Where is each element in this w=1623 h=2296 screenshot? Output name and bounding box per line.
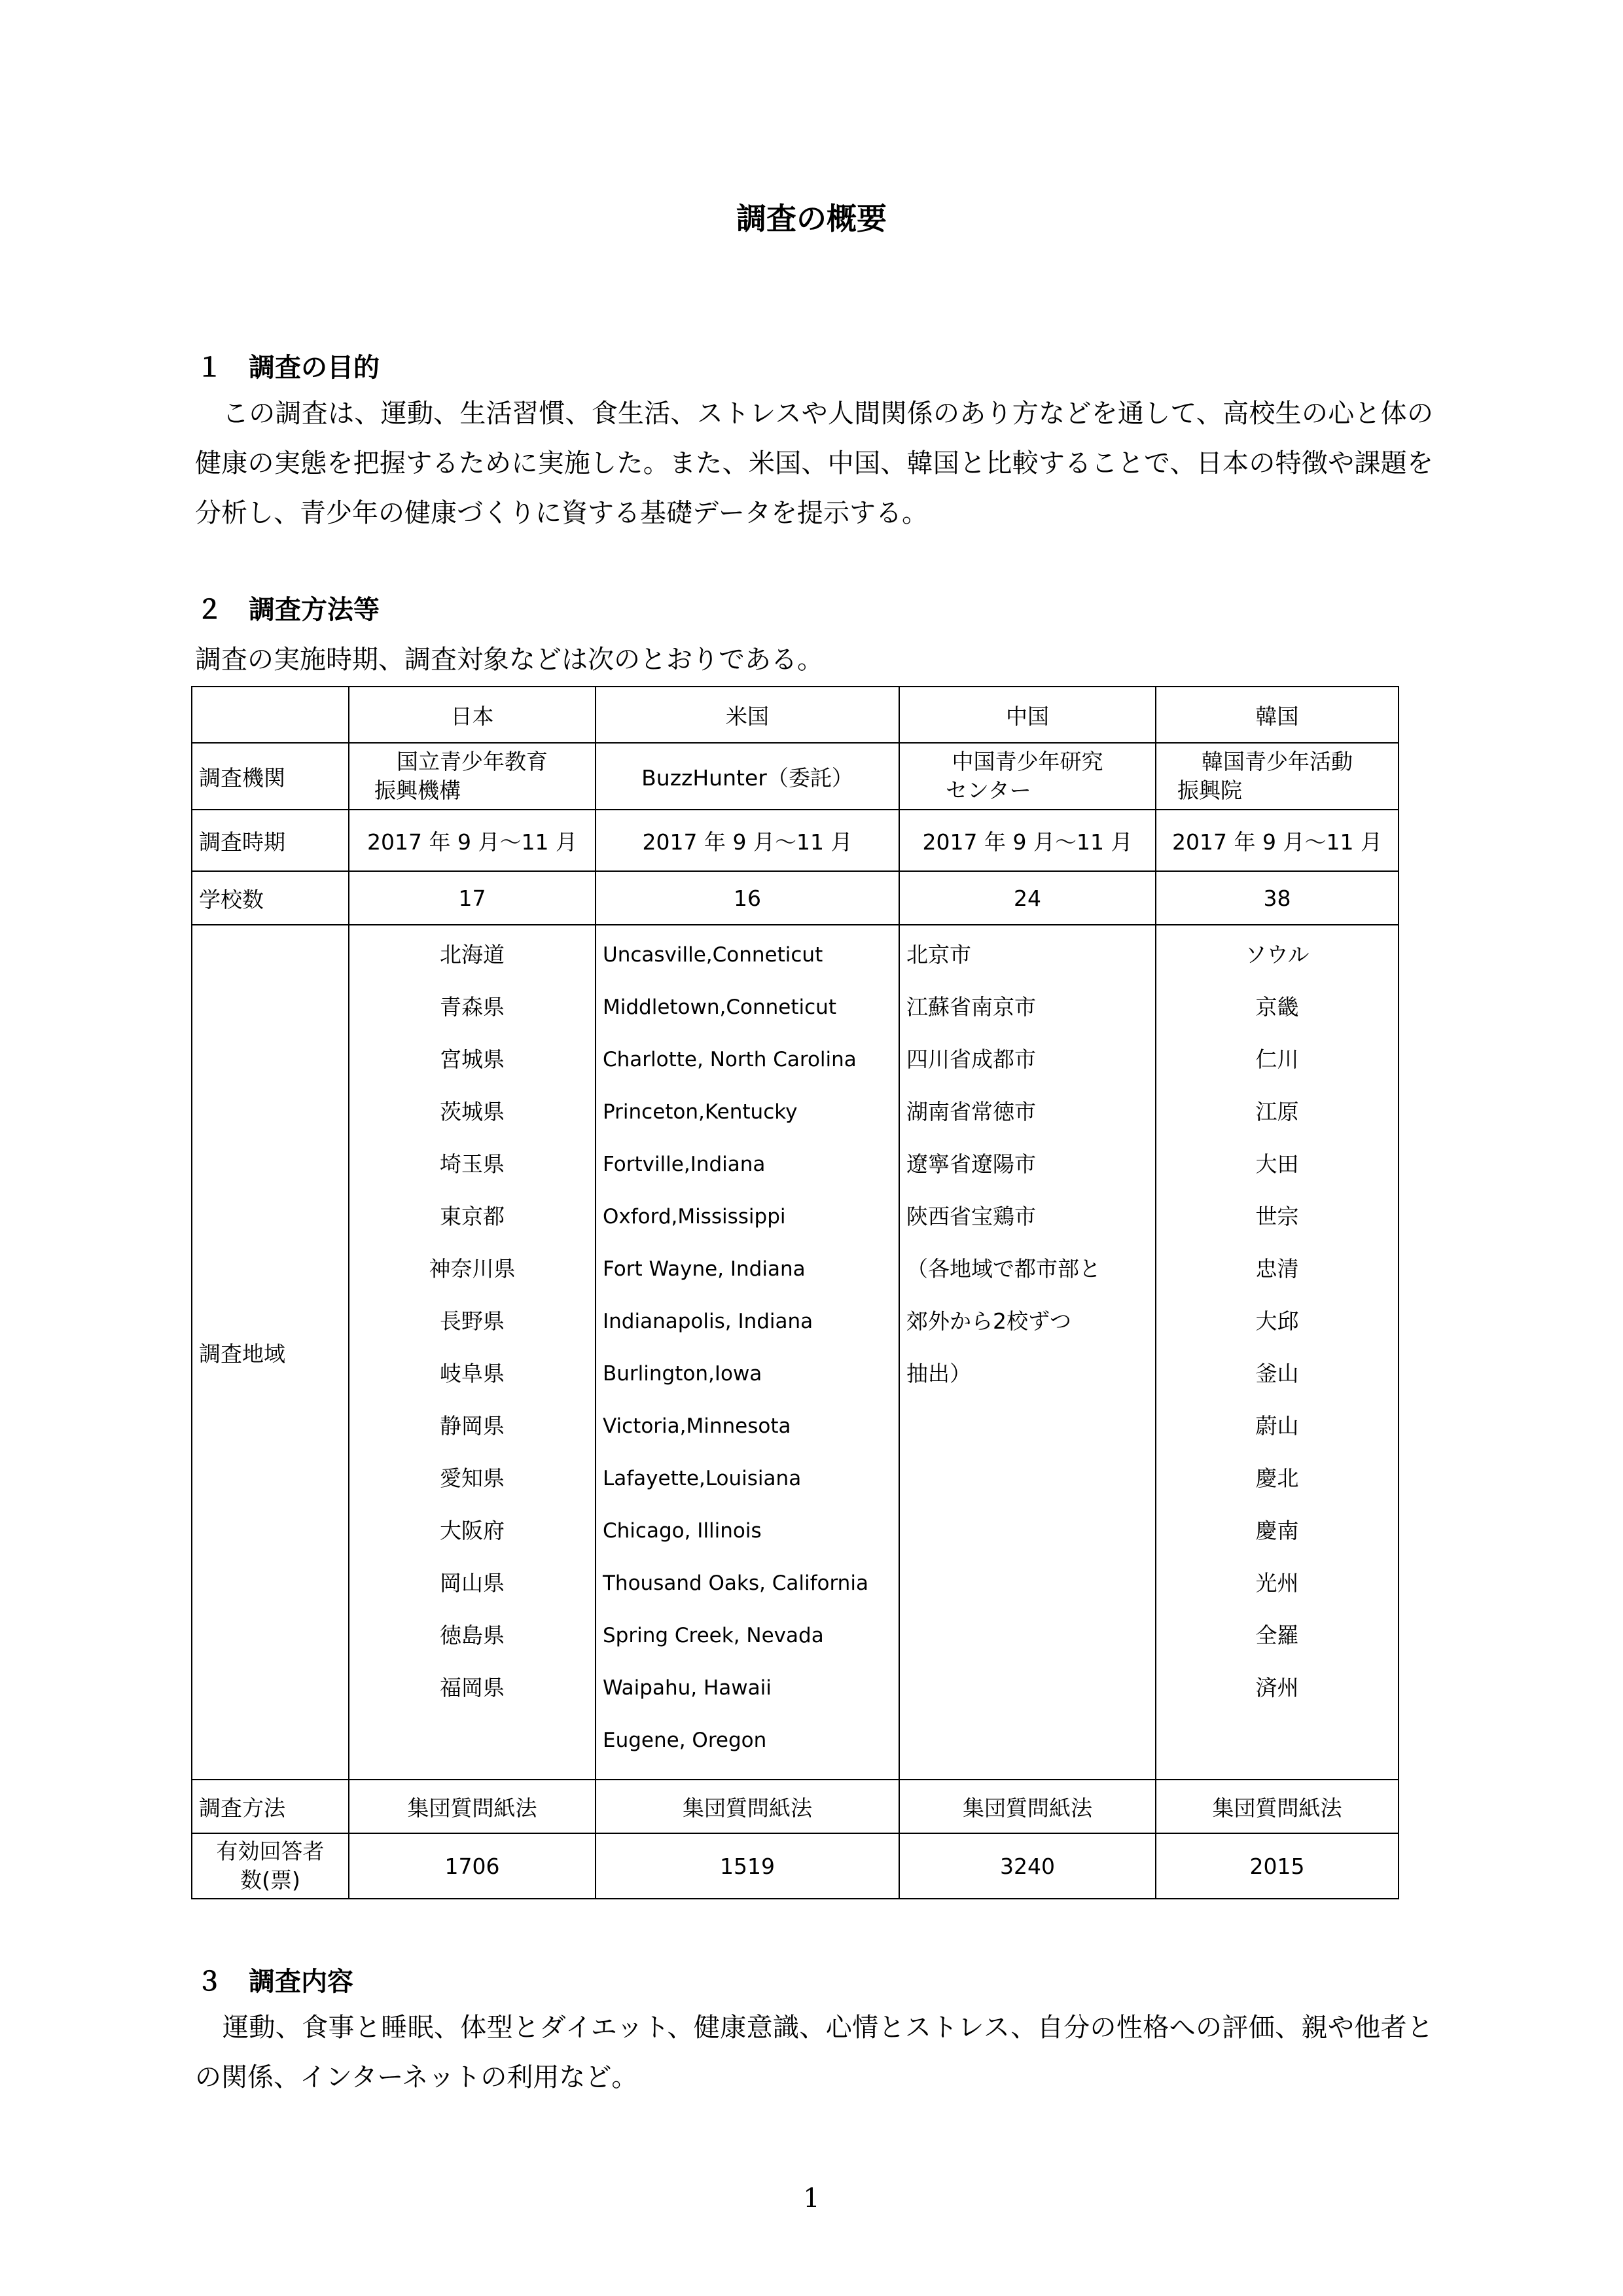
region-item: 福岡県 xyxy=(440,1675,505,1700)
region-item: 神奈川県 xyxy=(429,1256,516,1282)
region-item: 済州 xyxy=(1255,1675,1299,1700)
region-item: Waipahu, Hawaii xyxy=(603,1676,772,1700)
section-number: １ xyxy=(196,353,223,383)
region-item: Middletown,Conneticut xyxy=(603,996,836,1019)
region-item: Lafayette,Louisiana xyxy=(603,1467,802,1490)
agency-usa: BuzzHunter（委託） xyxy=(596,743,899,810)
region-item: Charlotte, North Carolina xyxy=(603,1048,857,1071)
region-item: Chicago, Illinois xyxy=(603,1519,762,1543)
region-item: 陝西省宝鶏市 xyxy=(906,1204,1036,1229)
agency-china-line-2: センター xyxy=(946,778,1031,803)
region-item: Fortville,Indiana xyxy=(603,1153,766,1176)
section-title: 調査方法等 xyxy=(249,595,380,625)
table-row-agency xyxy=(192,743,1399,810)
page-title: 調査の概要 xyxy=(736,201,887,236)
table-row-schools xyxy=(192,871,1399,925)
responses-korea: 2015 xyxy=(1156,1833,1399,1899)
agency-japan-line-1: 国立青少年教育 xyxy=(397,749,548,774)
region-note: 抽出） xyxy=(906,1361,971,1386)
period-china: 2017 年 9 月～11 月 xyxy=(899,810,1156,871)
region-item: Thousand Oaks, California xyxy=(603,1571,868,1595)
responses-japan: 1706 xyxy=(349,1833,596,1899)
region-item: Princeton,Kentucky xyxy=(603,1100,798,1124)
region-item: 光州 xyxy=(1255,1570,1299,1596)
row-label: 調査機関 xyxy=(192,743,349,810)
region-item: 世宗 xyxy=(1255,1204,1299,1229)
row-label xyxy=(192,1833,349,1899)
page-number: 1 xyxy=(803,2183,820,2214)
region-item: Fort Wayne, Indiana xyxy=(603,1257,806,1281)
agency-china-line-1: 中国青少年研究 xyxy=(952,749,1103,774)
region-item: Spring Creek, Nevada xyxy=(603,1624,824,1647)
regions-usa xyxy=(596,925,899,1780)
section-1-paragraph: この調査は、運動、生活習慣、食生活、ストレスや人間関係のあり方などを通して、高校生の心と体の健康の実態を把握するために実施した。また、米国、中国、韓国と比較することで、日本の特徴や課題を分析し、青少年の健康づくりに資する基礎データを提示する。 xyxy=(195,399,1433,528)
section-2-heading xyxy=(196,589,380,626)
region-item: 遼寧省遼陽市 xyxy=(906,1151,1036,1177)
region-item: 大田 xyxy=(1255,1151,1299,1177)
region-item: 釜山 xyxy=(1255,1361,1299,1386)
region-item: 大阪府 xyxy=(440,1518,505,1543)
column-header-japan: 日本 xyxy=(349,687,596,743)
agency-japan xyxy=(349,743,596,810)
table-row-responses xyxy=(192,1833,1399,1899)
column-header-usa: 米国 xyxy=(596,687,899,743)
table-row-period xyxy=(192,810,1399,871)
table-row-regions xyxy=(192,925,1399,1780)
region-item: Burlington,Iowa xyxy=(603,1362,762,1386)
region-item: 全羅 xyxy=(1255,1623,1299,1648)
region-item: 大邱 xyxy=(1255,1308,1299,1334)
regions-korea xyxy=(1156,925,1399,1780)
section-2-paragraph: 調査の実施時期、調査対象などは次のとおりである。 xyxy=(195,645,823,675)
section-number: ３ xyxy=(196,1967,223,1997)
table-header-row xyxy=(192,687,1399,743)
region-item: 仁川 xyxy=(1255,1047,1299,1072)
section-3-paragraph: 運動、食事と睡眠、体型とダイエット、健康意識、心情とストレス、自分の性格への評価、親や他者との関係、インターネットの利用など。 xyxy=(195,2013,1433,2092)
period-usa: 2017 年 9 月～11 月 xyxy=(596,810,899,871)
agency-korea-line-1: 韓国青少年活動 xyxy=(1202,749,1353,774)
region-item: 湖南省常徳市 xyxy=(906,1099,1036,1124)
schools-usa: 16 xyxy=(596,871,899,925)
region-item: 蔚山 xyxy=(1255,1413,1299,1439)
region-item: 慶北 xyxy=(1255,1465,1299,1491)
region-item: 東京都 xyxy=(440,1204,505,1229)
row-label-line-2: 数(票) xyxy=(240,1867,300,1893)
section-1-heading xyxy=(196,347,380,384)
region-item: 慶南 xyxy=(1255,1518,1299,1543)
region-item: 京畿 xyxy=(1255,994,1299,1020)
region-item: Oxford,Mississippi xyxy=(603,1205,786,1229)
row-label: 調査地域 xyxy=(192,925,349,1780)
region-item: 四川省成都市 xyxy=(906,1047,1036,1072)
row-label: 調査方法 xyxy=(192,1780,349,1833)
period-japan: 2017 年 9 月～11 月 xyxy=(349,810,596,871)
section-title: 調査内容 xyxy=(249,1967,353,1997)
region-item: Victoria,Minnesota xyxy=(603,1414,791,1438)
region-item: 埼玉県 xyxy=(440,1151,505,1177)
survey-table xyxy=(191,686,1399,1899)
agency-japan-line-2: 振興機構 xyxy=(374,778,461,803)
region-item: 北海道 xyxy=(440,942,505,967)
region-item: 北京市 xyxy=(906,942,971,967)
region-item: 長野県 xyxy=(440,1308,505,1334)
region-item: 江原 xyxy=(1255,1099,1299,1124)
method-japan: 集団質問紙法 xyxy=(349,1780,596,1833)
row-label-line-1: 有効回答者 xyxy=(216,1839,325,1864)
agency-china xyxy=(899,743,1156,810)
region-item: Indianapolis, Indiana xyxy=(603,1310,813,1333)
period-korea: 2017 年 9 月～11 月 xyxy=(1156,810,1399,871)
region-item: 岐阜県 xyxy=(440,1361,505,1386)
responses-usa: 1519 xyxy=(596,1833,899,1899)
region-item: 青森県 xyxy=(440,994,505,1020)
region-item: ソウル xyxy=(1245,942,1310,967)
region-item: Uncasville,Conneticut xyxy=(603,943,823,967)
row-label: 学校数 xyxy=(192,871,349,925)
row-label: 調査時期 xyxy=(192,810,349,871)
region-note: 郊外から2校ずつ xyxy=(906,1308,1071,1334)
table-row-method xyxy=(192,1780,1399,1833)
schools-korea: 38 xyxy=(1156,871,1399,925)
region-note: （各地域で都市部と xyxy=(906,1256,1101,1282)
column-header-korea: 韓国 xyxy=(1156,687,1399,743)
column-header-china: 中国 xyxy=(899,687,1156,743)
region-item: 茨城県 xyxy=(440,1099,505,1124)
region-item: 宮城県 xyxy=(440,1047,505,1072)
section-title: 調査の目的 xyxy=(249,353,380,383)
section-3-heading xyxy=(196,1961,353,1998)
method-usa: 集団質問紙法 xyxy=(596,1780,899,1833)
region-item: 忠清 xyxy=(1255,1256,1299,1282)
method-china: 集団質問紙法 xyxy=(899,1780,1156,1833)
table-corner-cell xyxy=(192,687,349,743)
method-korea: 集団質問紙法 xyxy=(1156,1780,1399,1833)
schools-japan: 17 xyxy=(349,871,596,925)
region-item: 徳島県 xyxy=(440,1623,505,1648)
region-item: 岡山県 xyxy=(440,1570,505,1596)
section-number: ２ xyxy=(196,595,223,625)
regions-china xyxy=(899,925,1156,1780)
region-item: 静岡県 xyxy=(440,1413,505,1439)
region-item: Eugene, Oregon xyxy=(603,1729,767,1752)
agency-korea xyxy=(1156,743,1399,810)
regions-japan xyxy=(349,925,596,1780)
agency-korea-line-2: 振興院 xyxy=(1177,778,1242,803)
schools-china: 24 xyxy=(899,871,1156,925)
responses-china: 3240 xyxy=(899,1833,1156,1899)
region-item: 愛知県 xyxy=(440,1465,505,1491)
region-item: 江蘇省南京市 xyxy=(906,994,1036,1020)
